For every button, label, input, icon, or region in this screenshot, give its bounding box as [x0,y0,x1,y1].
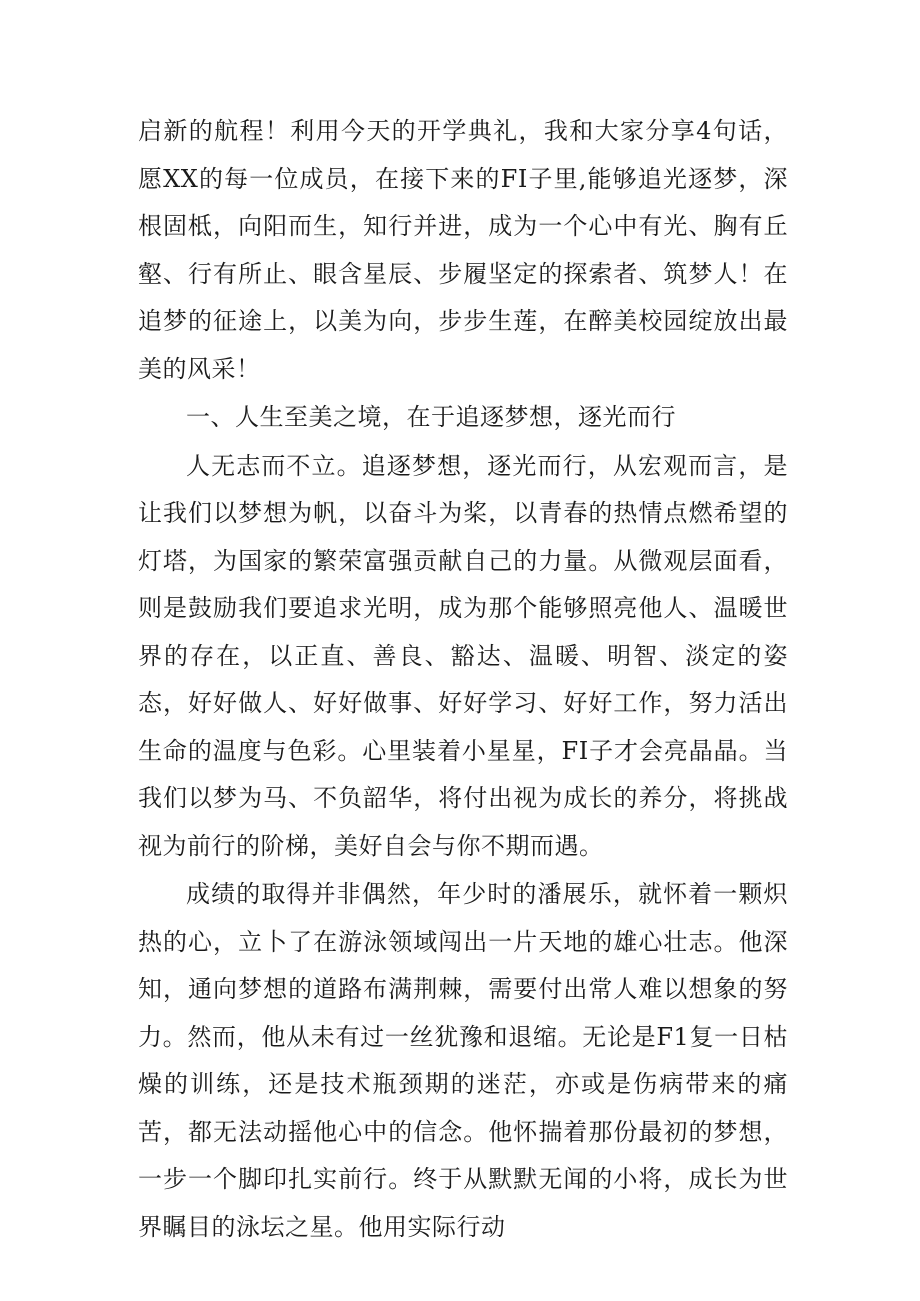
paragraph-pan-zhanle: 成绩的取得并非偶然，年少时的潘展乐，就怀着一颗炽热的心，立卜了在游泳领域闯出一片天地的雄心壮志。他深知，通向梦想的道路布满荆棘，需要付出常人难以想象的努力。然而，他从未有过一丝犹豫和退缩。无论是F1复一日枯燥的训练，还是技术瓶颈期的迷茫，亦或是伤病带来的痛苦，都无法动摇他心中的信念。他怀揣着那份最初的梦想，一步一个脚印扎实前行。终于从默默无闻的小将，成长为世界瞩目的泳坛之星。他用实际行动 [138,880,788,1241]
document-body [138,108,788,1251]
paragraph-intro-continuation: 启新的航程！利用今天的开学典礼，我和大家分享4句话，愿XX的每一位成员，在接下来的FI子里,能够追光逐梦，深根固柢，向阳而生，知行并进，成为一个心中有光、胸有丘壑、行有所止、眼含星辰、步履坚定的探索者、筑梦人！在追梦的征途上，以美为向，步步生莲，在醉美校园绽放出最美的风采！ [138,117,788,383]
paragraph-pursue-dreams: 人无志而不立。追逐梦想，逐光而行，从宏观而言，是让我们以梦想为帆，以奋斗为桨，以青春的热情点燃希望的灯塔，为国家的繁荣富强贡献自己的力量。从微观层面看，则是鼓励我们要追求光明，成为那个能够照亮他人、温暖世界的存在，以正直、善良、豁达、温暖、明智、淡定的姿态，好好做人、好好做事、好好学习、好好工作，努力活出生命的温度与色彩。心里装着小星星，FI子才会亮晶晶。当我们以梦为马、不负韶华，将付出视为成长的养分，将挑战视为前行的阶梯，美好自会与你不期而遇。 [138,451,788,860]
section-heading-1: 一、人生至美之境，在于追逐梦想，逐光而行 [186,403,676,431]
